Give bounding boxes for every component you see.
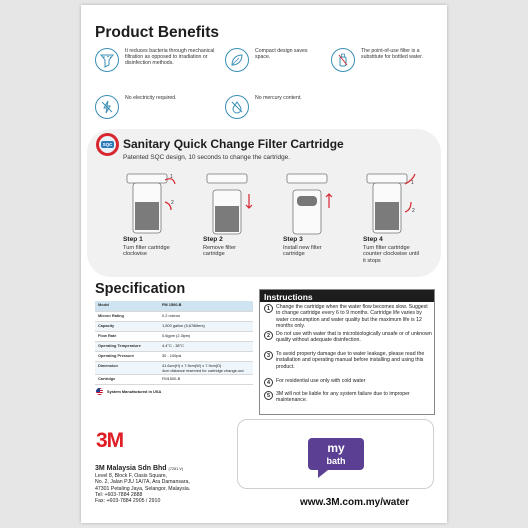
sqc-badge-icon: SQC	[96, 133, 119, 156]
no-mercury-icon	[225, 95, 249, 119]
company-address: 3M Malaysia Sdn Bhd (7251 V) Level 8, Block F, Oasis Square, No. 2, Jalan PJU 1A/7A, Ara Damansara, 47301 Petaling Jaya, Selangor, Malaysia. Tel: +603-7884 2888 Fax: +603-7884 2905 / 2910	[95, 465, 191, 505]
cartridge-illustration	[363, 172, 419, 236]
benefit-text: It reduces bacteria through mechanical filtration as opposed to irradiation or disinfection methods.	[125, 48, 215, 67]
svg-text:my: my	[327, 441, 345, 455]
benefit-text: The point-of-use filter is a substitute for bottled water.	[361, 48, 423, 61]
table-row: Dimension 41.6cm(H) x 7.9cm(W) x 7.9cm(D) 4cm distance reserved for cartridge change-out	[95, 361, 253, 374]
benefit-text: No mercury content.	[255, 95, 302, 101]
svg-text:1: 1	[170, 174, 173, 180]
instruction-item: 1 Change the cartridge when the water flow becomes slow. Suggest to change cartridge every 6 to 9 months. Cartridge life varies by water consumption and water quality but the maximum life is 12 months only.	[264, 304, 432, 329]
table-row: Micron Rating 0.2 micron	[95, 311, 253, 321]
benefit-item	[95, 95, 185, 119]
svg-text:2: 2	[171, 200, 174, 206]
product-sheet	[81, 5, 447, 523]
benefit-item	[225, 48, 315, 72]
svg-text:bath: bath	[326, 456, 346, 466]
benefit-text: Compact design saves space.	[255, 48, 308, 61]
benefit-item	[225, 95, 315, 119]
usa-flag-icon	[96, 388, 103, 395]
svg-text:1: 1	[411, 180, 414, 186]
table-row: Model FM 1500-B	[95, 301, 253, 311]
company-name: 3M Malaysia Sdn Bhd	[95, 465, 167, 472]
benefit-item	[95, 48, 215, 72]
instruction-item: 2 Do not use with water that is microbiologically unsafe or of unknown quality without adequate disinfection.	[264, 331, 432, 344]
step-desc: Turn filter cartridge clockwise	[123, 245, 170, 258]
spec-table	[95, 301, 253, 385]
leaf-icon	[225, 48, 249, 72]
no-electricity-icon	[95, 95, 119, 119]
mybath-logo	[306, 430, 366, 480]
bacteria-filter-icon	[95, 48, 119, 72]
partner-logo-box	[237, 419, 434, 489]
step-label: Step 4	[363, 236, 383, 243]
step-2	[201, 172, 275, 258]
3m-logo: 3M	[96, 429, 124, 452]
instruction-item: 4 For residential use only with cold water	[264, 378, 432, 387]
step-label: Step 2	[203, 236, 223, 243]
step-3	[281, 172, 355, 258]
step-desc: Remove filter cartridge	[203, 245, 236, 258]
water-bottle-icon	[331, 48, 355, 72]
benefits-title: Product Benefits	[95, 24, 220, 41]
step-1	[121, 172, 195, 258]
instruction-item: 5 3M will not be liable for any system failure due to improper maintenance.	[264, 391, 432, 404]
cartridge-illustration	[203, 172, 259, 236]
step-4	[361, 172, 435, 264]
cartridge-illustration	[123, 172, 179, 236]
spec-title: Specification	[95, 281, 186, 297]
usa-footnote: System Manufactured in USA	[96, 388, 161, 395]
step-label: Step 3	[283, 236, 303, 243]
sqc-title: Sanitary Quick Change Filter Cartridge	[123, 137, 344, 151]
table-row: Operating Temperature 4.4°C - 38°C	[95, 341, 253, 351]
table-row: Flow Rate 0.6gpm (2.3lpm)	[95, 331, 253, 341]
cartridge-illustration	[283, 172, 339, 236]
instruction-item: 3 To avoid property damage due to water leakage, please read the installation and operating manual before installing and using this product.	[264, 351, 432, 370]
benefit-item	[331, 48, 435, 72]
instructions-box	[259, 289, 435, 415]
benefit-text: No electricity required.	[125, 95, 177, 101]
instructions-title: Instructions	[260, 290, 434, 302]
table-row: Capacity 1,500 gallon (5,678liters)	[95, 321, 253, 331]
svg-text:2: 2	[412, 208, 415, 214]
sqc-subtitle: Patented SQC design, 10 seconds to change the cartridge.	[123, 154, 290, 161]
website-url: www.3M.com.my/water	[300, 497, 410, 508]
step-desc: Install new filter cartridge	[283, 245, 322, 258]
table-row: Operating Pressure 30 - 100psi	[95, 351, 253, 361]
table-row: Cartridge FM1500-B	[95, 374, 253, 384]
step-label: Step 1	[123, 236, 143, 243]
step-desc: Turn filter cartridge counter clockwise until it stops	[363, 245, 419, 264]
